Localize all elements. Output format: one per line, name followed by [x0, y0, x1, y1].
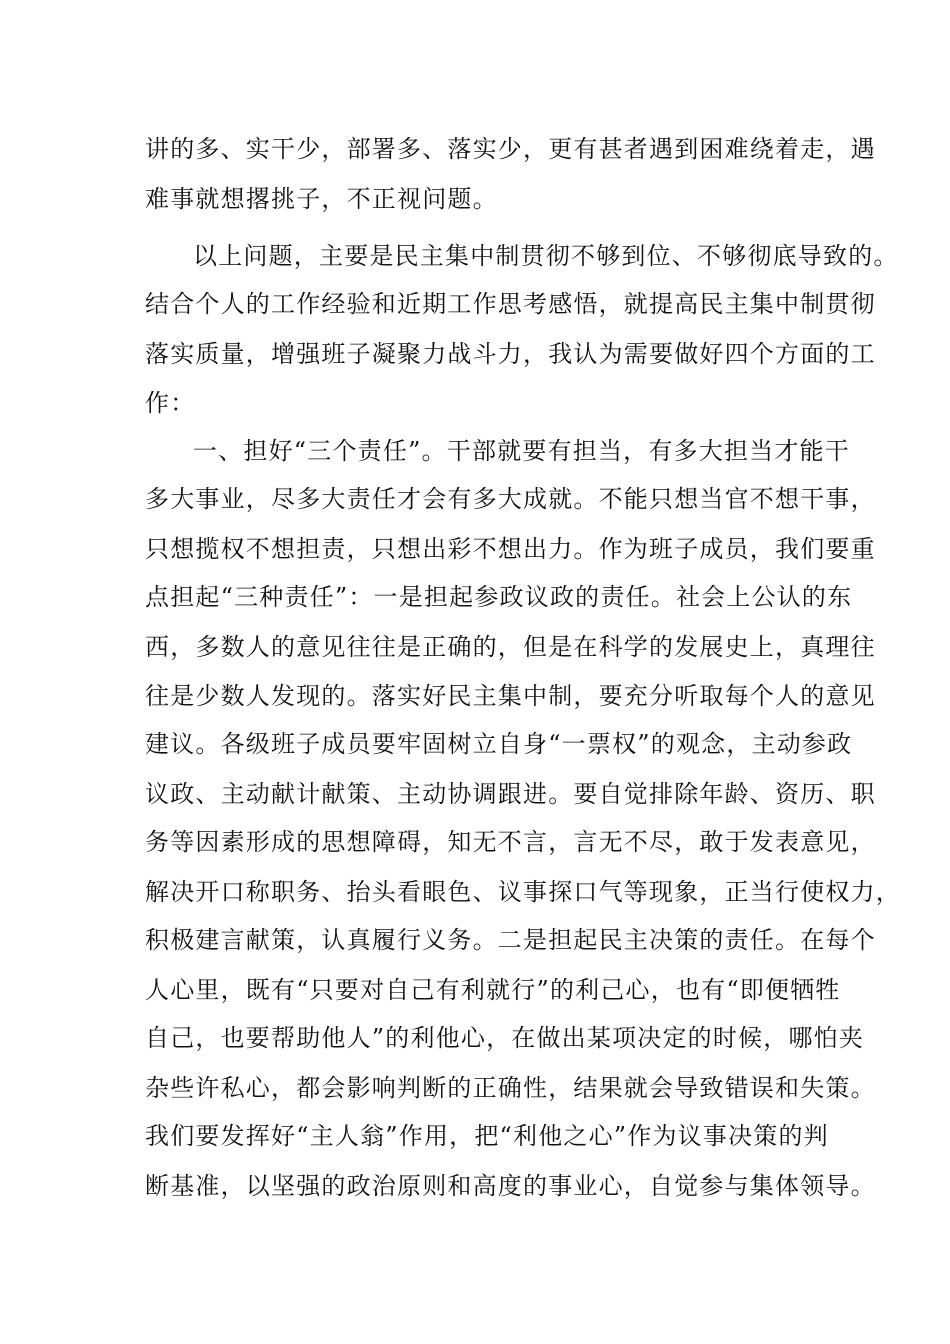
text-line: 作： [145, 389, 196, 417]
text-line: 难事就想撂挑子，不正视问题。 [145, 185, 498, 213]
text-line: 积极建言献策，认真履行义务。二是担起民主决策的责任。在每个 [145, 926, 876, 954]
paragraph-first-line: 一、担好“三个责任”。干部就要有担当，有多大担当才能干 [193, 437, 850, 465]
text-line: 务等因素形成的思想障碍，知无不言，言无不尽，敢于发表意见， [145, 828, 876, 856]
paragraph-first-line: 以上问题，主要是民主集中制贯彻不够到位、不够彻底导致的。 [193, 242, 899, 270]
text-line: 往是少数人发现的。落实好民主集中制，要充分听取每个人的意见 [145, 682, 876, 710]
text-line: 结合个人的工作经验和近期工作思考感悟，就提高民主集中制贯彻 [145, 290, 876, 318]
text-line: 解决开口称职务、抬头看眼色、议事探口气等现象，正当行使权力， [145, 878, 901, 906]
text-line: 杂些许私心，都会影响判断的正确性，结果就会导致错误和失策。 [145, 1074, 876, 1102]
text-line: 落实质量，增强班子凝聚力战斗力，我认为需要做好四个方面的工 [145, 340, 876, 368]
text-line: 讲的多、实干少，部署多、落实少，更有甚者遇到困难绕着走，遇 [145, 135, 876, 163]
text-line: 只想揽权不想担责，只想出彩不想出力。作为班子成员，我们要重 [145, 535, 876, 563]
text-line: 我们要发挥好“主人翁”作用，把“利他之心”作为议事决策的判 [145, 1122, 829, 1150]
text-line: 西，多数人的意见往往是正确的，但是在科学的发展史上，真理往 [145, 633, 876, 661]
text-line: 人心里，既有“只要对自己有利就行”的利己心，也有“即便牺牲 [145, 976, 841, 1004]
text-line: 点担起“三种责任”：一是担起参政议政的责任。社会上公认的东 [145, 583, 853, 611]
text-line: 建议。各级班子成员要牢固树立自身“一票权”的观念，主动参政 [145, 730, 853, 758]
text-line: 断基准，以坚强的政治原则和高度的事业心，自觉参与集体领导。 [145, 1172, 876, 1200]
text-line: 议政、主动献计献策、主动协调跟进。要自觉排除年龄、资历、职 [145, 780, 876, 808]
text-line: 多大事业，尽多大责任才会有多大成就。不能只想当官不想干事， [145, 485, 876, 513]
text-line: 自己，也要帮助他人”的利他心，在做出某项决定的时候，哪怕夹 [145, 1024, 865, 1052]
